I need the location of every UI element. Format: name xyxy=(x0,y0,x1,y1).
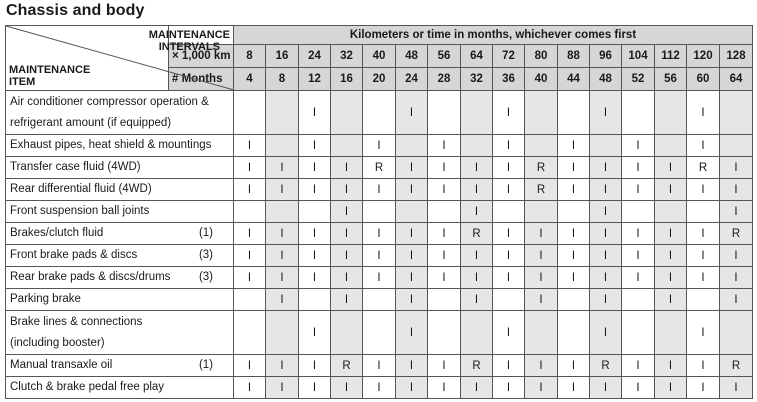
interval-action-cell xyxy=(525,201,558,223)
interval-action-cell: I xyxy=(461,377,493,399)
interval-action-cell: I xyxy=(266,245,299,267)
maintenance-item-name: Transfer case fluid (4WD) xyxy=(10,161,141,173)
interval-action-cell: I xyxy=(493,179,525,201)
maintenance-item-name: Front suspension ball joints xyxy=(10,205,150,217)
interval-action-cell: I xyxy=(655,223,687,245)
interval-action-cell xyxy=(331,311,363,355)
interval-action-cell: I xyxy=(720,267,753,289)
interval-action-cell: I xyxy=(299,179,331,201)
table-row xyxy=(6,377,753,399)
item-note: (1) xyxy=(198,359,213,371)
maintenance-item-name: Front brake pads & discs xyxy=(10,249,138,261)
interval-action-cell: I xyxy=(331,201,363,223)
interval-action-cell: I xyxy=(331,267,363,289)
interval-action-cell: I xyxy=(396,267,428,289)
interval-action-cell xyxy=(558,201,590,223)
month-interval-cell: 40 xyxy=(525,68,558,91)
interval-action-cell: I xyxy=(687,245,720,267)
interval-action-cell xyxy=(266,201,299,223)
interval-action-cell: I xyxy=(525,267,558,289)
km-interval-cell: 112 xyxy=(655,45,687,68)
interval-action-cell: I xyxy=(493,311,525,355)
km-interval-cell: 24 xyxy=(299,45,331,68)
km-interval-cell: 80 xyxy=(525,45,558,68)
km-interval-cell: 120 xyxy=(687,45,720,68)
interval-action-cell xyxy=(363,201,396,223)
month-interval-cell: 36 xyxy=(493,68,525,91)
interval-action-cell xyxy=(234,201,266,223)
interval-action-cell: I xyxy=(493,267,525,289)
interval-action-cell: I xyxy=(655,355,687,377)
interval-action-cell xyxy=(331,91,363,135)
interval-action-cell: I xyxy=(266,223,299,245)
interval-action-cell xyxy=(720,91,753,135)
table-row xyxy=(6,245,753,267)
interval-action-cell: I xyxy=(558,223,590,245)
interval-action-cell: I xyxy=(622,157,655,179)
interval-action-cell: I xyxy=(493,223,525,245)
table-row xyxy=(6,289,753,311)
table-row xyxy=(6,223,753,245)
interval-action-cell: R xyxy=(720,355,753,377)
interval-action-cell: I xyxy=(396,91,428,135)
interval-action-cell: I xyxy=(331,179,363,201)
interval-action-cell: I xyxy=(493,355,525,377)
interval-action-cell: I xyxy=(266,157,299,179)
interval-action-cell: I xyxy=(558,157,590,179)
km-interval-cell: 32 xyxy=(331,45,363,68)
interval-action-cell: I xyxy=(558,355,590,377)
interval-action-cell xyxy=(299,289,331,311)
interval-action-cell xyxy=(266,91,299,135)
interval-action-cell xyxy=(363,91,396,135)
maintenance-item-name: Parking brake xyxy=(10,293,81,305)
interval-action-cell: I xyxy=(299,355,331,377)
interval-action-cell: I xyxy=(428,157,461,179)
maintenance-item-cell xyxy=(6,91,234,135)
maintenance-item-name: Air conditioner compressor operation & refrigerant amount (if equipped) xyxy=(10,95,209,129)
maintenance-item-cell xyxy=(6,157,234,179)
interval-action-cell xyxy=(655,201,687,223)
table-row xyxy=(6,157,753,179)
interval-action-cell: I xyxy=(525,377,558,399)
interval-action-cell: I xyxy=(558,377,590,399)
interval-action-cell: I xyxy=(331,289,363,311)
interval-action-cell: I xyxy=(622,223,655,245)
maintenance-item-name: Brakes/clutch fluid xyxy=(10,227,104,239)
interval-action-cell: R xyxy=(687,157,720,179)
interval-action-cell: I xyxy=(461,157,493,179)
maintenance-item-label: MAINTENANCE ITEM xyxy=(9,64,91,88)
interval-action-cell: I xyxy=(622,377,655,399)
interval-action-cell xyxy=(622,201,655,223)
interval-action-cell xyxy=(461,311,493,355)
km-interval-cell: 56 xyxy=(428,45,461,68)
interval-action-cell: I xyxy=(720,245,753,267)
interval-action-cell: I xyxy=(687,179,720,201)
interval-action-cell xyxy=(234,311,266,355)
interval-action-cell xyxy=(363,289,396,311)
interval-action-cell xyxy=(720,311,753,355)
interval-action-cell: I xyxy=(590,201,622,223)
interval-action-cell: I xyxy=(428,223,461,245)
km-interval-cell: 16 xyxy=(266,45,299,68)
interval-action-cell xyxy=(558,289,590,311)
month-interval-cell: 16 xyxy=(331,68,363,91)
interval-action-cell: I xyxy=(331,157,363,179)
interval-action-cell: R xyxy=(461,355,493,377)
interval-action-cell: I xyxy=(525,223,558,245)
unit-months: # Months xyxy=(169,68,234,91)
maintenance-item-cell xyxy=(6,377,234,399)
interval-action-cell: I xyxy=(396,289,428,311)
interval-action-cell: I xyxy=(655,179,687,201)
km-interval-cell: 96 xyxy=(590,45,622,68)
interval-action-cell: R xyxy=(525,179,558,201)
interval-action-cell: I xyxy=(687,223,720,245)
table-row xyxy=(6,135,753,157)
interval-action-cell: I xyxy=(687,267,720,289)
interval-action-cell xyxy=(234,289,266,311)
item-note: (3) xyxy=(198,271,213,283)
interval-action-cell: I xyxy=(428,267,461,289)
month-interval-cell: 28 xyxy=(428,68,461,91)
month-interval-cell: 12 xyxy=(299,68,331,91)
km-interval-cell: 128 xyxy=(720,45,753,68)
interval-action-cell: I xyxy=(299,157,331,179)
interval-action-cell: I xyxy=(331,223,363,245)
interval-action-cell: I xyxy=(687,377,720,399)
interval-action-cell: I xyxy=(363,355,396,377)
interval-action-cell: I xyxy=(428,355,461,377)
maintenance-item-cell xyxy=(6,289,234,311)
interval-action-cell: I xyxy=(622,135,655,157)
page-title: Chassis and body xyxy=(6,2,145,19)
maintenance-item-cell xyxy=(6,267,234,289)
interval-action-cell: R xyxy=(590,355,622,377)
interval-action-cell: I xyxy=(720,179,753,201)
interval-action-cell: I xyxy=(299,311,331,355)
interval-action-cell: I xyxy=(363,179,396,201)
interval-action-cell: I xyxy=(234,245,266,267)
interval-action-cell: I xyxy=(299,223,331,245)
interval-action-cell: I xyxy=(493,135,525,157)
interval-action-cell: R xyxy=(331,355,363,377)
maintenance-item-cell xyxy=(6,245,234,267)
interval-action-cell xyxy=(558,311,590,355)
interval-action-cell: I xyxy=(363,223,396,245)
interval-action-cell xyxy=(428,91,461,135)
interval-action-cell xyxy=(655,311,687,355)
km-interval-cell: 40 xyxy=(363,45,396,68)
interval-action-cell: I xyxy=(687,135,720,157)
km-interval-cell: 72 xyxy=(493,45,525,68)
maintenance-item-name: Exhaust pipes, heat shield & mountings xyxy=(10,139,212,151)
interval-action-cell xyxy=(525,91,558,135)
interval-action-cell xyxy=(428,201,461,223)
interval-action-cell: I xyxy=(493,157,525,179)
interval-action-cell: I xyxy=(720,289,753,311)
interval-action-cell: I xyxy=(525,355,558,377)
interval-action-cell xyxy=(655,135,687,157)
maintenance-item-name: Clutch & brake pedal free play xyxy=(10,381,165,393)
month-interval-cell: 60 xyxy=(687,68,720,91)
interval-action-cell: I xyxy=(590,179,622,201)
interval-action-cell: I xyxy=(461,289,493,311)
interval-action-cell: I xyxy=(558,179,590,201)
month-interval-cell: 20 xyxy=(363,68,396,91)
interval-action-cell: I xyxy=(299,267,331,289)
interval-action-cell: I xyxy=(590,267,622,289)
interval-action-cell: I xyxy=(590,289,622,311)
interval-action-cell: I xyxy=(331,245,363,267)
interval-action-cell: I xyxy=(396,179,428,201)
maintenance-intervals-label: MAINTENANCE INTERVALS xyxy=(148,29,230,53)
interval-action-cell: I xyxy=(655,245,687,267)
interval-action-cell xyxy=(720,135,753,157)
interval-action-cell: I xyxy=(428,377,461,399)
interval-action-cell xyxy=(687,201,720,223)
interval-action-cell xyxy=(461,135,493,157)
interval-action-cell: I xyxy=(299,91,331,135)
interval-action-cell xyxy=(655,91,687,135)
interval-action-cell: I xyxy=(428,135,461,157)
interval-action-cell: I xyxy=(590,91,622,135)
interval-action-cell: I xyxy=(234,377,266,399)
interval-action-cell: I xyxy=(558,135,590,157)
interval-action-cell: I xyxy=(622,179,655,201)
interval-action-cell xyxy=(363,311,396,355)
item-note: (1) xyxy=(198,227,213,239)
month-interval-cell: 48 xyxy=(590,68,622,91)
interval-action-cell: I xyxy=(590,245,622,267)
interval-action-cell: I xyxy=(299,135,331,157)
maintenance-item-cell xyxy=(6,201,234,223)
interval-action-cell: R xyxy=(363,157,396,179)
interval-action-cell: I xyxy=(590,223,622,245)
interval-action-cell: I xyxy=(396,311,428,355)
interval-action-cell: I xyxy=(687,91,720,135)
interval-action-cell: I xyxy=(720,157,753,179)
interval-action-cell xyxy=(234,91,266,135)
month-interval-cell: 56 xyxy=(655,68,687,91)
month-interval-cell: 32 xyxy=(461,68,493,91)
interval-action-cell: I xyxy=(428,245,461,267)
interval-action-cell: I xyxy=(396,245,428,267)
interval-action-cell: I xyxy=(363,377,396,399)
maintenance-item-name: Rear brake pads & discs/drums xyxy=(10,271,171,283)
table-row xyxy=(6,311,753,355)
interval-action-cell xyxy=(428,289,461,311)
interval-action-cell xyxy=(266,135,299,157)
month-interval-cell: 64 xyxy=(720,68,753,91)
interval-action-cell xyxy=(461,91,493,135)
km-interval-cell: 104 xyxy=(622,45,655,68)
km-interval-cell: 48 xyxy=(396,45,428,68)
item-note: (3) xyxy=(198,249,213,261)
interval-action-cell: I xyxy=(234,355,266,377)
interval-action-cell xyxy=(558,91,590,135)
km-interval-cell: 88 xyxy=(558,45,590,68)
interval-action-cell xyxy=(396,135,428,157)
interval-action-cell xyxy=(622,289,655,311)
interval-action-cell: I xyxy=(655,377,687,399)
table-row xyxy=(6,267,753,289)
interval-action-cell: I xyxy=(396,377,428,399)
interval-action-cell: I xyxy=(655,289,687,311)
interval-action-cell: I xyxy=(720,377,753,399)
interval-action-cell: I xyxy=(461,179,493,201)
interval-action-cell: I xyxy=(234,267,266,289)
interval-action-cell: I xyxy=(234,157,266,179)
month-interval-cell: 44 xyxy=(558,68,590,91)
interval-action-cell: I xyxy=(622,267,655,289)
interval-action-cell: I xyxy=(266,355,299,377)
month-interval-cell: 4 xyxy=(234,68,266,91)
interval-action-cell: I xyxy=(396,157,428,179)
maintenance-item-name: Rear differential fluid (4WD) xyxy=(10,183,152,195)
interval-action-cell xyxy=(622,91,655,135)
interval-action-cell: I xyxy=(687,355,720,377)
maintenance-item-cell xyxy=(6,311,234,355)
table-row xyxy=(6,179,753,201)
interval-action-cell: I xyxy=(299,377,331,399)
interval-action-cell: I xyxy=(493,91,525,135)
maintenance-item-name: Brake lines & connections (including booster) xyxy=(10,315,143,349)
interval-action-cell: I xyxy=(590,311,622,355)
interval-action-cell: I xyxy=(525,245,558,267)
month-interval-cell: 52 xyxy=(622,68,655,91)
interval-action-cell: I xyxy=(461,201,493,223)
interval-action-cell: I xyxy=(655,267,687,289)
interval-action-cell: I xyxy=(363,267,396,289)
interval-action-cell: I xyxy=(461,267,493,289)
interval-action-cell xyxy=(525,135,558,157)
interval-action-cell: I xyxy=(299,245,331,267)
interval-action-cell: I xyxy=(720,201,753,223)
interval-action-cell: I xyxy=(493,377,525,399)
interval-action-cell: I xyxy=(234,135,266,157)
interval-action-cell xyxy=(331,135,363,157)
interval-action-cell: I xyxy=(622,245,655,267)
interval-action-cell: I xyxy=(558,245,590,267)
interval-action-cell xyxy=(525,311,558,355)
interval-action-cell xyxy=(590,135,622,157)
interval-action-cell: R xyxy=(525,157,558,179)
month-interval-cell: 24 xyxy=(396,68,428,91)
interval-action-cell: I xyxy=(622,355,655,377)
interval-action-cell: I xyxy=(363,245,396,267)
interval-action-cell: I xyxy=(234,223,266,245)
interval-action-cell: I xyxy=(687,311,720,355)
interval-action-cell xyxy=(428,311,461,355)
km-interval-cell: 64 xyxy=(461,45,493,68)
interval-span-title: Kilometers or time in months, whichever comes first xyxy=(234,26,753,45)
maintenance-item-cell xyxy=(6,355,234,377)
table-row xyxy=(6,91,753,135)
interval-action-cell: I xyxy=(558,267,590,289)
maintenance-item-cell xyxy=(6,223,234,245)
interval-action-cell: I xyxy=(590,157,622,179)
interval-action-cell: I xyxy=(234,179,266,201)
interval-action-cell: I xyxy=(655,157,687,179)
interval-action-cell xyxy=(299,201,331,223)
interval-action-cell: I xyxy=(461,245,493,267)
km-interval-cell: 8 xyxy=(234,45,266,68)
interval-action-cell: I xyxy=(266,267,299,289)
interval-action-cell: I xyxy=(266,289,299,311)
maintenance-item-cell xyxy=(6,135,234,157)
interval-action-cell: I xyxy=(590,377,622,399)
interval-action-cell: I xyxy=(525,289,558,311)
interval-action-cell xyxy=(396,201,428,223)
interval-action-cell: I xyxy=(396,223,428,245)
maintenance-table xyxy=(5,25,753,399)
table-row xyxy=(6,201,753,223)
interval-action-cell xyxy=(493,289,525,311)
interval-action-cell xyxy=(493,201,525,223)
maintenance-item-cell xyxy=(6,179,234,201)
maintenance-item-name: Manual transaxle oil xyxy=(10,359,113,371)
unit-km: × 1,000 km xyxy=(169,45,234,68)
interval-action-cell xyxy=(687,289,720,311)
interval-action-cell: I xyxy=(396,355,428,377)
interval-action-cell: I xyxy=(363,135,396,157)
interval-action-cell: I xyxy=(428,179,461,201)
interval-action-cell: R xyxy=(461,223,493,245)
interval-action-cell: R xyxy=(720,223,753,245)
interval-action-cell: I xyxy=(266,179,299,201)
interval-action-cell xyxy=(266,311,299,355)
interval-action-cell: I xyxy=(266,377,299,399)
interval-action-cell xyxy=(622,311,655,355)
interval-action-cell: I xyxy=(331,377,363,399)
interval-action-cell: I xyxy=(493,245,525,267)
table-row xyxy=(6,355,753,377)
month-interval-cell: 8 xyxy=(266,68,299,91)
